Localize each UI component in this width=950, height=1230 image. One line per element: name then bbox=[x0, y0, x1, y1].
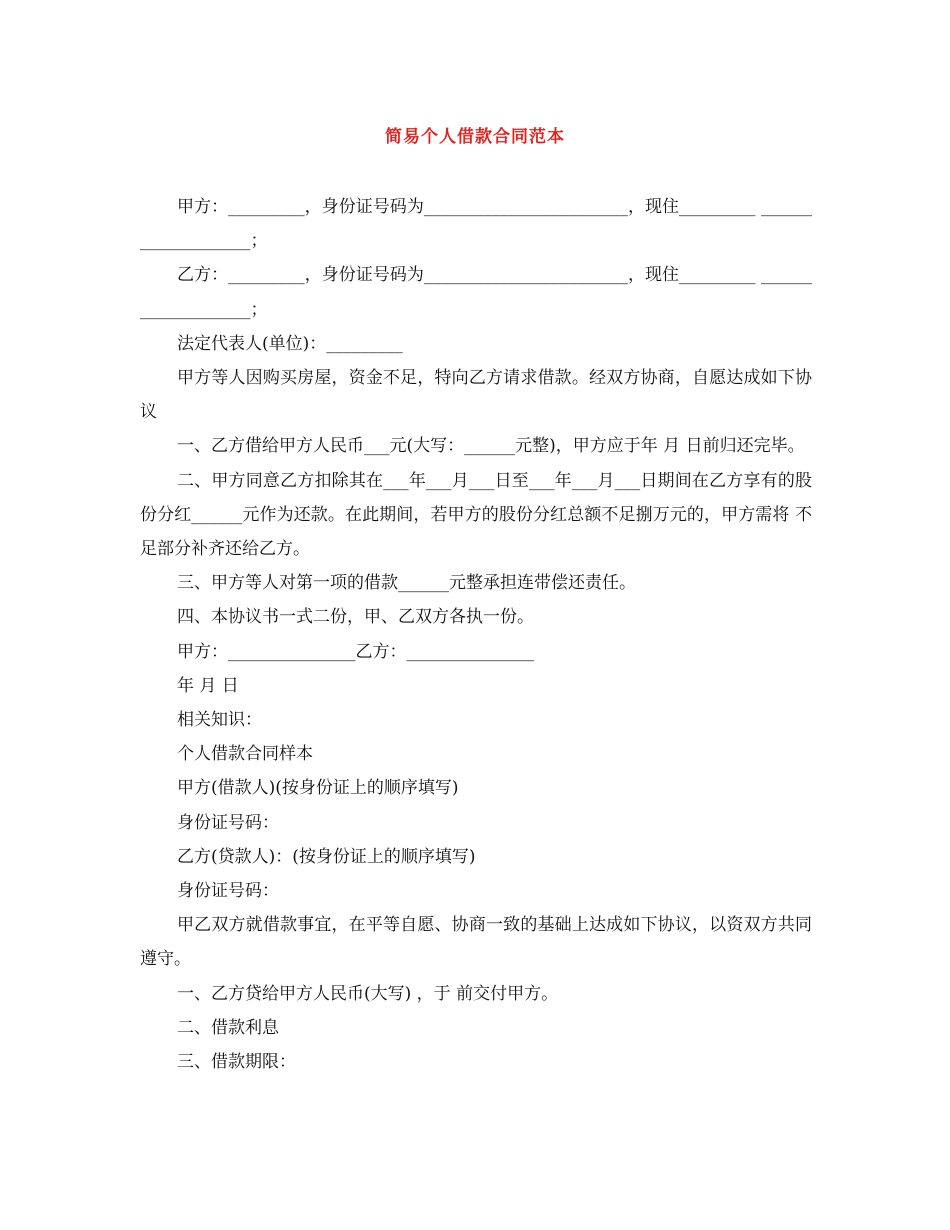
sample-clause-3: 三、借款期限： bbox=[177, 1052, 296, 1073]
sample-title: 个人借款合同样本 bbox=[177, 744, 313, 765]
legal-representative-line: 法定代表人(单位)：_________ bbox=[177, 333, 403, 354]
sample-clause-2: 二、借款利息 bbox=[177, 1017, 279, 1038]
clause-1: 一、乙方借给甲方人民币___元(大写：______元整)，甲方应于年 月 日前归还完毕。 bbox=[177, 436, 805, 457]
sample-clause-1: 一、乙方贷给甲方人民币(大写) ，于 前交付甲方。 bbox=[177, 983, 559, 1004]
preamble-paragraph: 甲方等人因购买房屋，资金不足，特向乙方请求借款。经双方协商，自愿达成如下协议 bbox=[140, 368, 812, 423]
clause-3: 三、甲方等人对第一项的借款______元整承担连带偿还责任。 bbox=[177, 573, 636, 594]
lender-id-line: 身份证号码： bbox=[177, 881, 279, 902]
borrower-id-line: 身份证号码： bbox=[177, 812, 279, 833]
date-line: 年 月 日 bbox=[177, 675, 239, 696]
agreement-paragraph: 甲乙双方就借款事宜，在平等自愿、协商一致的基础上达成如下协议，以资双方共同遵守。 bbox=[140, 915, 812, 970]
related-knowledge-heading: 相关知识： bbox=[177, 710, 262, 731]
lender-line: 乙方(贷款人)：(按身份证上的顺序填写) bbox=[177, 846, 476, 867]
clause-4: 四、本协议书一式二份，甲、乙双方各执一份。 bbox=[177, 607, 534, 628]
clause-2: 二、甲方同意乙方扣除其在___年___月___日至___年___月___日期间在乙方享有的股份分红______元作为还款。在此期间，若甲方的股份分红总额不足捌万元的，甲方需将 不足部分补齐还给乙方。 bbox=[140, 470, 812, 560]
document-title: 简易个人借款合同范本 bbox=[385, 127, 565, 147]
document-body bbox=[140, 190, 812, 1079]
party-b-line: 乙方：_________，身份证号码为________________________，现住_________ ___________________； bbox=[140, 265, 812, 320]
party-a-line: 甲方：_________，身份证号码为________________________，现住_________ ___________________； bbox=[140, 197, 812, 252]
borrower-line: 甲方(借款人)(按身份证上的顺序填写) bbox=[177, 778, 459, 799]
signature-line: 甲方：_______________乙方：_______________ bbox=[177, 641, 534, 662]
